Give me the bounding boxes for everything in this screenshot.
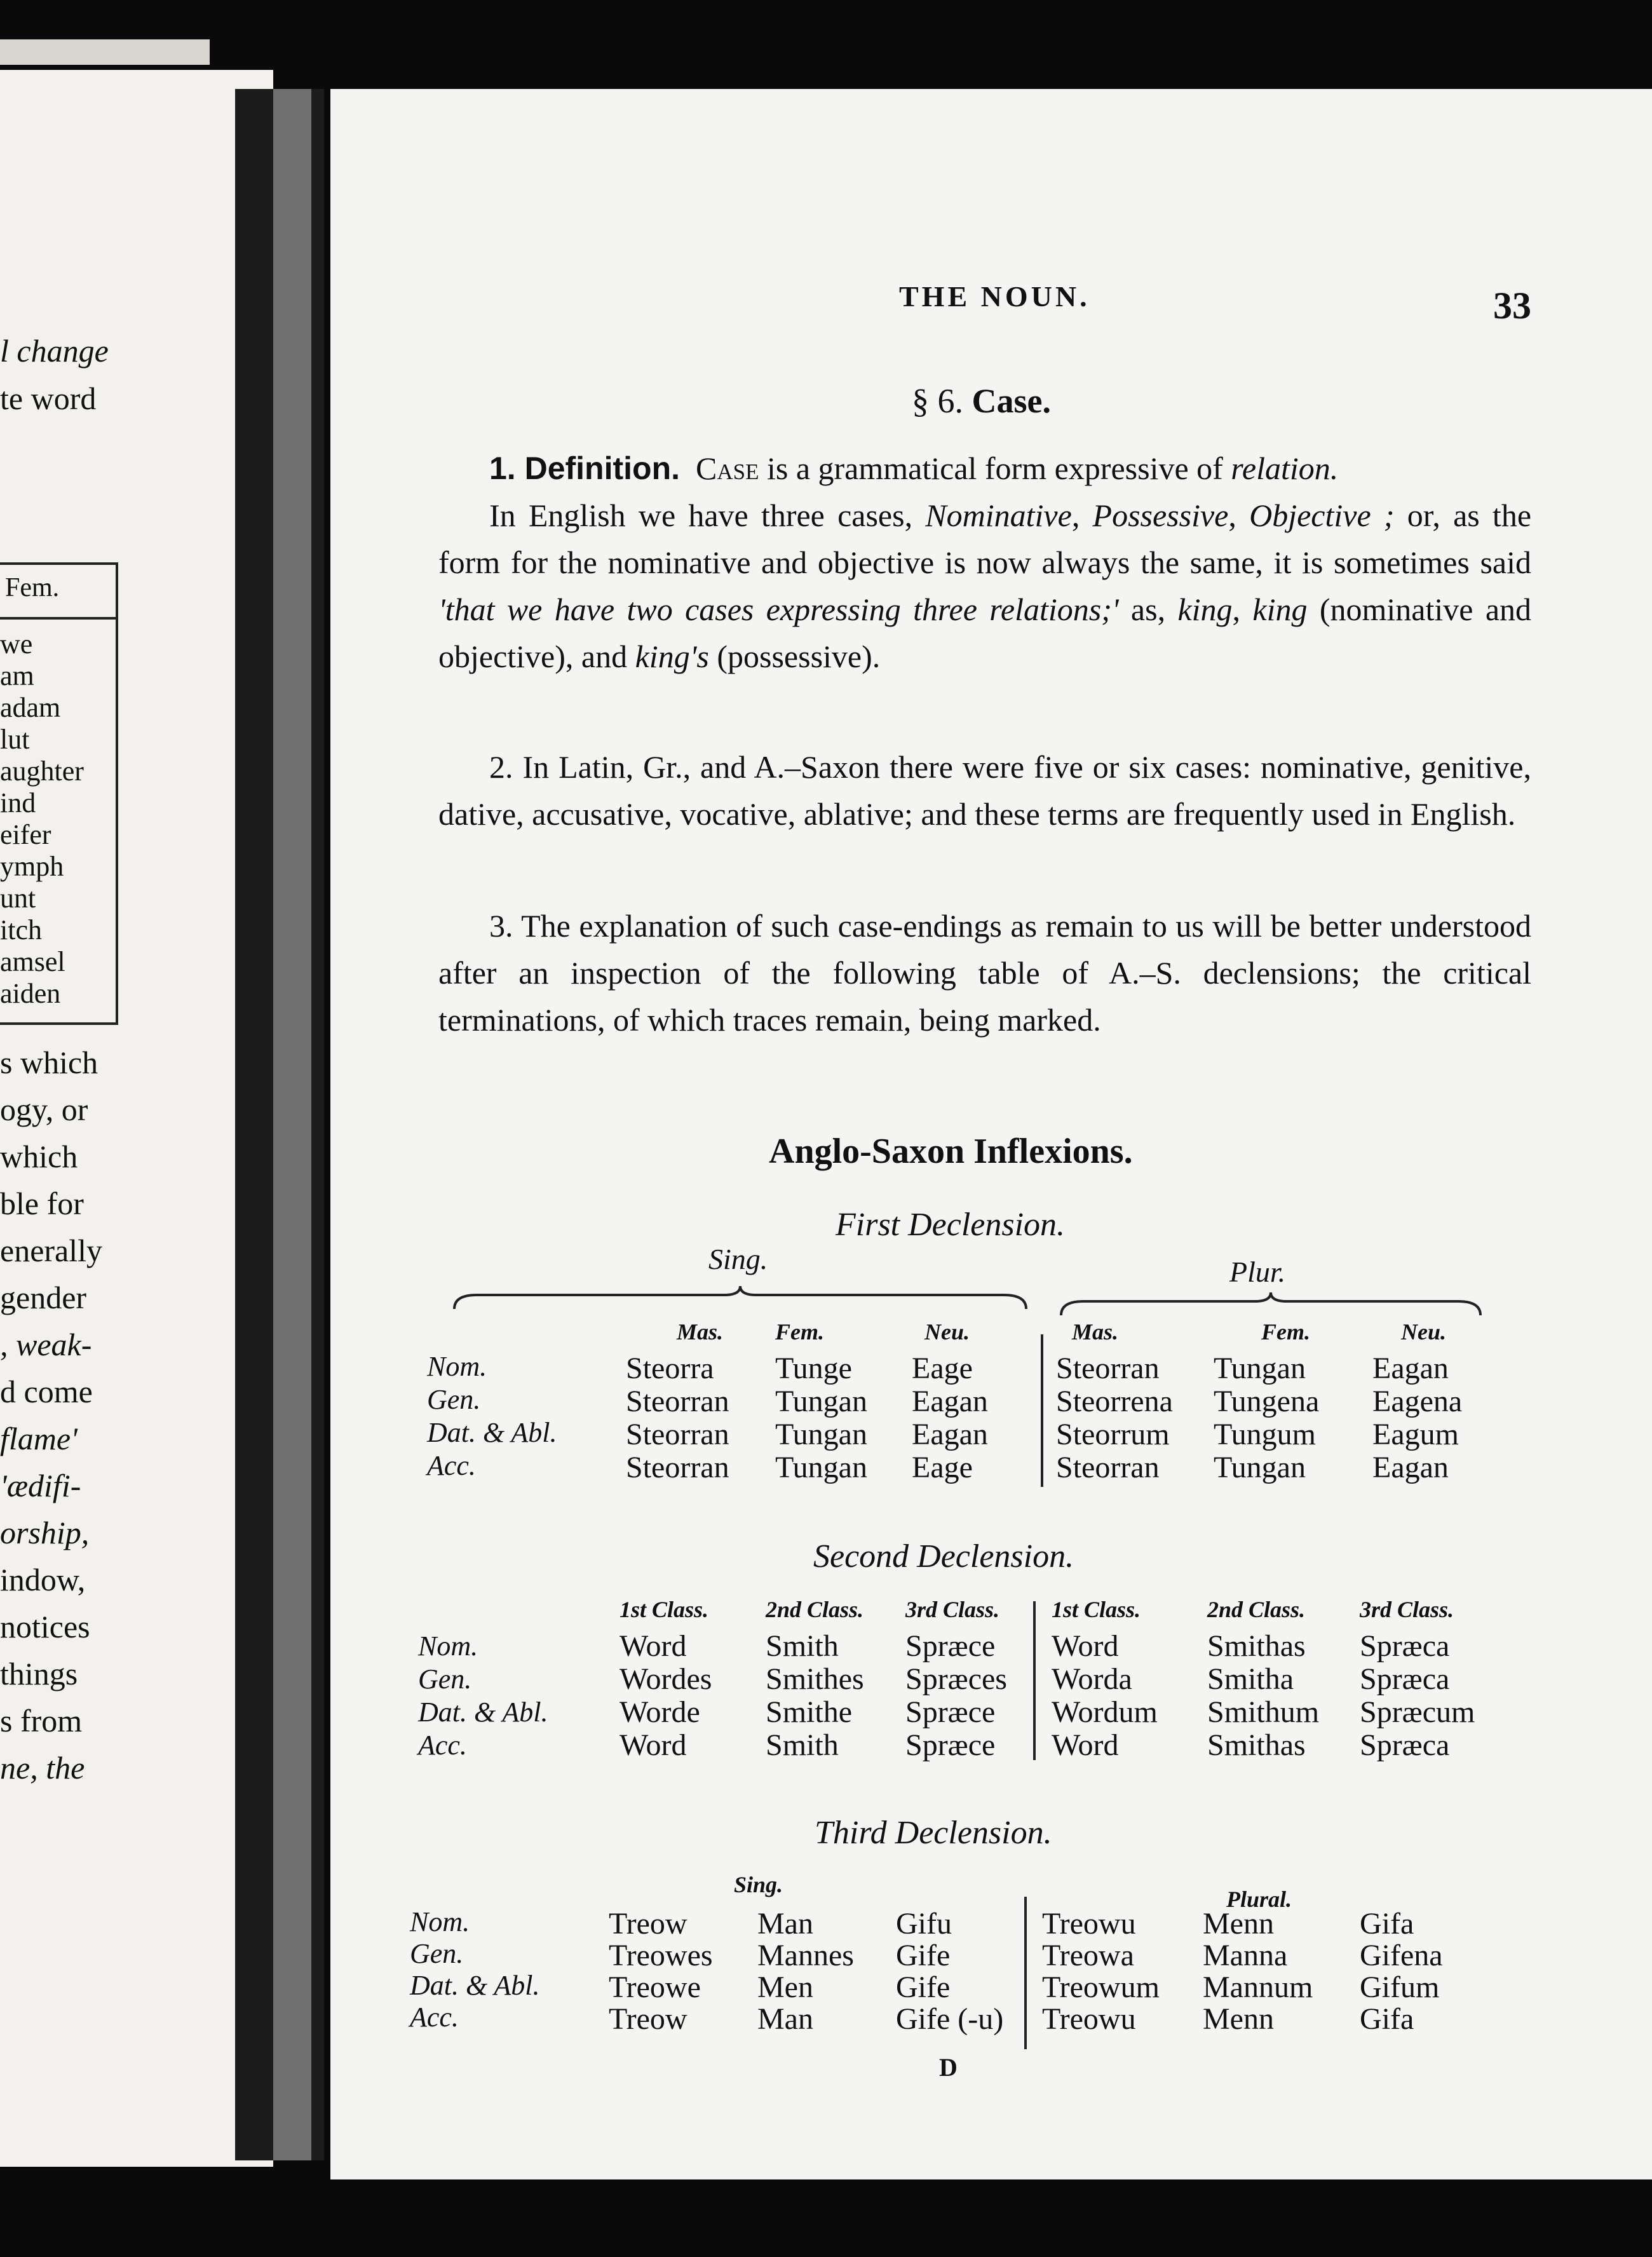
form-column bbox=[1207, 1630, 1319, 1762]
example-word: king bbox=[1252, 592, 1308, 627]
left-table-item: lut bbox=[0, 724, 30, 755]
left-line: s from bbox=[0, 1703, 83, 1738]
inflected-form: Gifu bbox=[896, 1907, 952, 1941]
case-label: Dat. & Abl. bbox=[410, 1970, 540, 2001]
left-line: ne, the bbox=[0, 1750, 85, 1786]
inflected-form: Gifa bbox=[1360, 1907, 1414, 1941]
left-table-item: we bbox=[0, 628, 33, 660]
book-gutter bbox=[273, 89, 311, 2160]
inflected-form: Wordes bbox=[620, 1662, 712, 1696]
inflected-form: Gifena bbox=[1360, 1939, 1443, 1972]
section-title: Case. bbox=[972, 382, 1051, 420]
inflected-form: Smithum bbox=[1207, 1695, 1320, 1729]
left-line: te word bbox=[0, 381, 97, 416]
left-line: ble for bbox=[0, 1186, 84, 1221]
inflected-form: Word bbox=[620, 1629, 687, 1663]
second-divider bbox=[1033, 1601, 1036, 1760]
column-header: 1st Class. bbox=[1052, 1597, 1141, 1622]
first-case-labels bbox=[427, 1350, 557, 1482]
first-plur-label: Plur. bbox=[1229, 1256, 1286, 1288]
third-divider bbox=[1024, 1897, 1027, 2049]
column-header: Mas. bbox=[677, 1319, 724, 1345]
text-run: or, as the form for the nominative and objective is now always the same, it is sometimes said bbox=[438, 498, 1532, 580]
inflected-form: Tungum bbox=[1214, 1418, 1316, 1451]
inflected-form: Tungan bbox=[1214, 1451, 1306, 1484]
left-table-item: ymph bbox=[0, 851, 64, 882]
paragraph-cases: 2. In Latin, Gr., and A.–Saxon there were five or six cases: nominative, genitive, dative, accusative, vocative, ablative; and these terms are frequently used in English. bbox=[438, 749, 1531, 832]
column-header: 2nd Class. bbox=[1207, 1597, 1306, 1622]
form-column bbox=[775, 1352, 867, 1484]
inflected-form: Smithas bbox=[1207, 1629, 1306, 1663]
inflected-form: Smitha bbox=[1207, 1662, 1294, 1696]
left-line: notices bbox=[0, 1609, 90, 1644]
inflected-form: Steorra bbox=[626, 1352, 714, 1385]
form-column bbox=[1372, 1352, 1462, 1484]
form-column bbox=[626, 1352, 729, 1484]
inflected-form: Spræca bbox=[1360, 1662, 1450, 1696]
quote: 'that we have two cases expressing three relations;' bbox=[438, 592, 1119, 627]
column-header: 3rd Class. bbox=[905, 1597, 1000, 1622]
term-case: Case bbox=[696, 451, 759, 486]
inflected-form: Word bbox=[620, 1728, 687, 1762]
inflected-form: Gife bbox=[896, 1970, 951, 2004]
inflected-form: Smithes bbox=[766, 1662, 864, 1696]
inflected-form: Worde bbox=[620, 1695, 700, 1729]
inflected-form: Word bbox=[1052, 1629, 1119, 1663]
inflected-form: Gifum bbox=[1360, 1970, 1440, 2004]
case-label: Gen. bbox=[427, 1384, 481, 1415]
inflected-form: Treowum bbox=[1042, 1970, 1160, 2004]
form-column bbox=[905, 1630, 1007, 1762]
inflected-form: Gife (-u) bbox=[896, 2002, 1004, 2036]
inflected-form: Man bbox=[757, 1907, 813, 1941]
inflected-form: Eagan bbox=[1372, 1451, 1449, 1484]
left-page-edge bbox=[0, 39, 210, 65]
left-table-rule bbox=[0, 617, 116, 620]
term-nominative: Nominative bbox=[925, 498, 1072, 533]
inflected-form: Eagan bbox=[912, 1385, 988, 1418]
text-run: (nominative and objective), and bbox=[438, 592, 1532, 674]
left-table-fragment bbox=[0, 562, 118, 1025]
inflected-form: Treowu bbox=[1042, 2002, 1136, 2036]
text-run: , bbox=[1071, 498, 1093, 533]
left-table-item: aughter bbox=[0, 756, 84, 787]
third-plur-label: Plural. bbox=[1226, 1887, 1292, 1912]
left-line: 'ædifi- bbox=[0, 1468, 81, 1503]
form-column bbox=[609, 1908, 713, 2035]
inflected-form: Treowes bbox=[609, 1939, 713, 1972]
left-table-item: ind bbox=[0, 787, 36, 818]
inflected-form: Eagum bbox=[1372, 1418, 1459, 1451]
text-run: as, bbox=[1118, 592, 1178, 627]
inflected-form: Steorran bbox=[626, 1451, 729, 1484]
left-table-item: am bbox=[0, 660, 34, 691]
inflected-form: Manna bbox=[1203, 1939, 1288, 1972]
first-divider bbox=[1041, 1334, 1043, 1487]
inflected-form: Tungan bbox=[775, 1451, 867, 1484]
first-declension-title: First Declension. bbox=[836, 1207, 1066, 1243]
paragraph-definition bbox=[438, 445, 1531, 680]
sing-brace bbox=[451, 1284, 1029, 1315]
inflected-form: Word bbox=[1052, 1728, 1119, 1762]
definition-lead: 1. Definition. bbox=[489, 451, 680, 486]
inflected-form: Spræces bbox=[905, 1662, 1007, 1696]
column-header: Fem. bbox=[1261, 1319, 1310, 1345]
second-declension-title: Second Declension. bbox=[813, 1538, 1074, 1575]
left-table-item: adam bbox=[0, 692, 61, 723]
form-column bbox=[620, 1630, 712, 1762]
form-column bbox=[757, 1908, 854, 2035]
section-heading bbox=[912, 381, 1051, 421]
column-header: Neu. bbox=[1401, 1319, 1446, 1345]
example-word: king's bbox=[635, 639, 709, 674]
left-line: s which bbox=[0, 1045, 98, 1080]
plur-brace bbox=[1058, 1290, 1484, 1322]
inflected-form: Steorrum bbox=[1056, 1418, 1170, 1451]
case-label: Acc. bbox=[427, 1450, 476, 1481]
form-column bbox=[766, 1630, 864, 1762]
left-table-item: eifer bbox=[0, 819, 51, 850]
text-run: In English we have three cases, bbox=[489, 498, 926, 533]
left-table-item: itch bbox=[0, 914, 42, 946]
inflected-form: Steorran bbox=[1056, 1352, 1160, 1385]
text-run: (possessive). bbox=[708, 639, 881, 674]
inflected-form: Smithas bbox=[1207, 1728, 1306, 1762]
inflected-form: Spræce bbox=[905, 1728, 996, 1762]
left-line: d come bbox=[0, 1374, 93, 1409]
left-line: l change bbox=[0, 333, 109, 369]
form-column bbox=[1203, 1908, 1313, 2035]
second-case-labels bbox=[418, 1630, 548, 1762]
inflected-form: Tungan bbox=[775, 1418, 867, 1451]
inflected-form: Eage bbox=[912, 1451, 973, 1484]
page-number: 33 bbox=[1493, 285, 1531, 327]
case-label: Gen. bbox=[418, 1664, 472, 1695]
inflected-form: Eagan bbox=[1372, 1352, 1449, 1385]
inflected-form: Mannum bbox=[1203, 1970, 1313, 2004]
inflected-form: Steorran bbox=[626, 1418, 729, 1451]
inflected-form: Treow bbox=[609, 1907, 687, 1941]
inflected-form: Tungena bbox=[1214, 1385, 1320, 1418]
inflected-form: Eage bbox=[912, 1352, 973, 1385]
inflected-form: Men bbox=[757, 1970, 813, 2004]
inflected-form: Spræca bbox=[1360, 1728, 1450, 1762]
left-line: orship, bbox=[0, 1515, 90, 1550]
left-line: flame' bbox=[0, 1421, 78, 1456]
case-label: Dat. & Abl. bbox=[427, 1417, 557, 1448]
left-page bbox=[0, 70, 273, 2167]
form-column bbox=[1360, 1908, 1443, 2035]
inflected-form: Gifa bbox=[1360, 2002, 1414, 2036]
paragraph-explanation: 3. The explanation of such case-endings as remain to us will be better understood after an inspection of the following table of A.–S. declensions; the critical terminations, of which traces remain, being marked. bbox=[438, 908, 1531, 1038]
inflected-form: Menn bbox=[1203, 1907, 1274, 1941]
term-possessive: Possessive bbox=[1092, 498, 1229, 533]
third-declension-title: Third Declension. bbox=[815, 1815, 1052, 1851]
inflected-form: Treowa bbox=[1042, 1939, 1134, 1972]
running-title: THE NOUN. bbox=[899, 280, 1090, 313]
left-table-header: Fem. bbox=[5, 573, 60, 602]
table-heading: Anglo-Saxon Inflexions. bbox=[769, 1132, 1133, 1171]
column-header: Mas. bbox=[1072, 1319, 1119, 1345]
case-label: Gen. bbox=[410, 1938, 464, 1969]
left-table-item: unt bbox=[0, 883, 36, 914]
section-symbol: § 6. bbox=[912, 382, 963, 420]
left-line: ogy, or bbox=[0, 1092, 88, 1127]
left-table-items bbox=[0, 628, 84, 1010]
case-label: Acc. bbox=[418, 1730, 467, 1761]
left-line: gender bbox=[0, 1280, 87, 1315]
inflected-form: Man bbox=[757, 2002, 813, 2036]
text-run: is a grammatical form expressive of bbox=[759, 451, 1231, 486]
term-objective: Objective ; bbox=[1249, 498, 1395, 533]
first-sing-label: Sing. bbox=[708, 1243, 768, 1275]
left-table-item: amsel bbox=[0, 946, 65, 977]
term-relation: relation. bbox=[1231, 451, 1339, 486]
inflected-form: Tungan bbox=[775, 1385, 867, 1418]
form-column bbox=[1042, 1908, 1160, 2035]
inflected-form: Eagena bbox=[1372, 1385, 1463, 1418]
left-table-item: aiden bbox=[0, 978, 61, 1009]
inflected-form: Steorran bbox=[1056, 1451, 1160, 1484]
column-header: 1st Class. bbox=[620, 1597, 709, 1622]
column-header: 3rd Class. bbox=[1360, 1597, 1454, 1622]
form-column bbox=[896, 1908, 1003, 2035]
inflected-form: Eagan bbox=[912, 1418, 988, 1451]
third-case-labels bbox=[410, 1906, 540, 2033]
inflected-form: Smithe bbox=[766, 1695, 853, 1729]
form-column bbox=[1214, 1352, 1319, 1484]
case-label: Nom. bbox=[427, 1351, 487, 1382]
case-label: Acc. bbox=[410, 2002, 459, 2033]
column-header: Fem. bbox=[775, 1319, 824, 1345]
third-sing-label: Sing. bbox=[734, 1872, 783, 1897]
inflected-form: Treowe bbox=[609, 1970, 701, 2004]
inflected-form: Tunge bbox=[775, 1352, 852, 1385]
inflected-form: Steorran bbox=[626, 1385, 729, 1418]
column-header: 2nd Class. bbox=[766, 1597, 864, 1622]
column-header: Neu. bbox=[924, 1319, 970, 1345]
form-column bbox=[1360, 1630, 1475, 1762]
signature-mark: D bbox=[939, 2053, 958, 2082]
left-line: enerally bbox=[0, 1233, 103, 1268]
inflected-form: Smith bbox=[766, 1728, 839, 1762]
inflected-form: Tungan bbox=[1214, 1352, 1306, 1385]
example-word: king bbox=[1177, 592, 1233, 627]
inflected-form: Spræce bbox=[905, 1629, 996, 1663]
inflected-form: Menn bbox=[1203, 2002, 1274, 2036]
inflected-form: Treowu bbox=[1042, 1907, 1136, 1941]
inflected-form: Smith bbox=[766, 1629, 839, 1663]
text-run: , bbox=[1232, 592, 1253, 627]
form-column bbox=[1052, 1630, 1158, 1762]
case-label: Nom. bbox=[418, 1630, 478, 1662]
inflected-form: Wordum bbox=[1052, 1695, 1158, 1729]
inflected-form: Spræce bbox=[905, 1695, 996, 1729]
inflected-form: Spræca bbox=[1360, 1629, 1450, 1663]
inflected-form: Gife bbox=[896, 1939, 951, 1972]
case-label: Nom. bbox=[410, 1906, 470, 1937]
left-line: , weak- bbox=[0, 1327, 92, 1362]
inflected-form: Mannes bbox=[757, 1939, 854, 1972]
left-line: things bbox=[0, 1656, 78, 1691]
inflected-form: Treow bbox=[609, 2002, 687, 2036]
case-label: Dat. & Abl. bbox=[418, 1697, 548, 1728]
left-line: indow, bbox=[0, 1562, 86, 1597]
left-line: which bbox=[0, 1139, 78, 1174]
inflected-form: Worda bbox=[1052, 1662, 1132, 1696]
inflected-form: Steorrena bbox=[1056, 1385, 1173, 1418]
form-column bbox=[912, 1352, 988, 1484]
form-column bbox=[1056, 1352, 1173, 1484]
inflected-form: Spræcum bbox=[1360, 1695, 1475, 1729]
text-run: , bbox=[1228, 498, 1250, 533]
